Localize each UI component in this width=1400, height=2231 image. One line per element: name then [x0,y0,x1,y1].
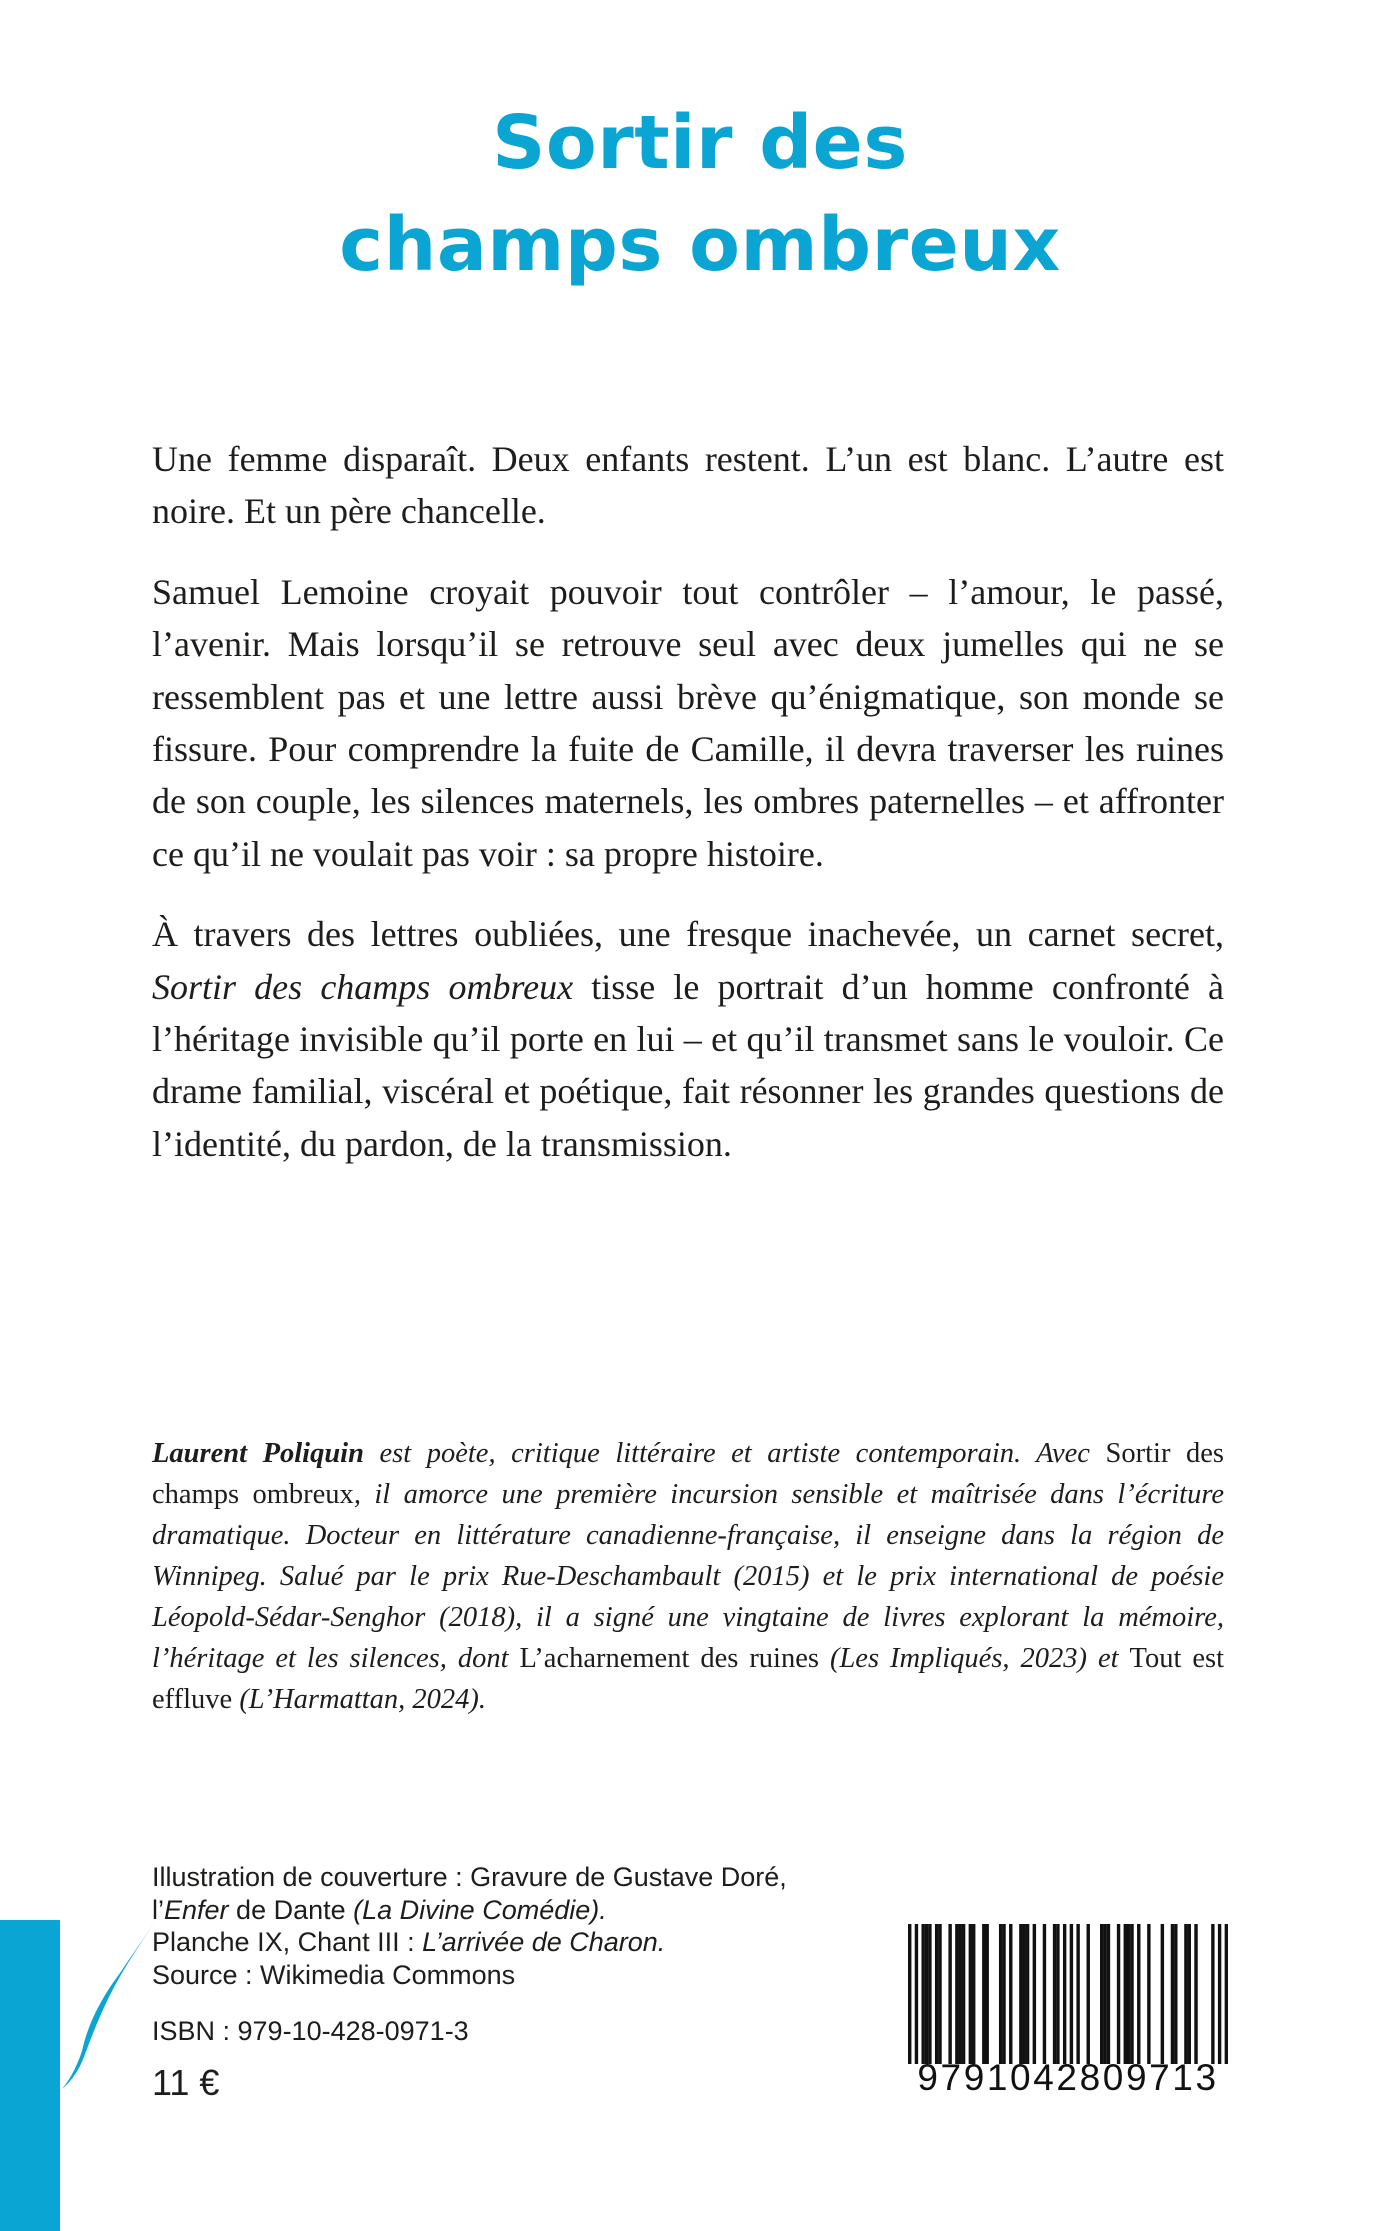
barcode-bar [972,1924,975,2064]
barcode-bar [925,1924,928,2064]
blurb-p3-text-b: tisse le portrait d’un homme confronté à l’héritage invisible qu’il porte en lui – et qu’il transmet sans le vouloir. Ce drame familial, viscéral et poétique, fait résonner les grandes questions de l’identité, du pardon, de la transmission. [152,966,1224,1164]
credits-line-2-a: l’ [152,1894,164,1925]
credits-line-3-a: Planche IX, Chant III : [152,1927,423,1957]
feather-icon [58,1911,168,2091]
bio-title-3: Tout est effluve [152,1643,1225,1715]
barcode-bar [1070,1924,1073,2064]
barcode-bar [1026,1924,1029,2064]
barcode-bar [1174,1924,1177,2064]
bio-title-2: L’acharnement des ruines [519,1643,819,1674]
barcode-bar [1056,1924,1059,2064]
barcode-bar [1171,1924,1174,2064]
barcode-bar [1043,1924,1046,2064]
credits-line-4: Source : Wikimedia Commons [152,1959,516,1990]
barcode-bar [1117,1924,1120,2064]
book-title-line-1: Sortir des [492,100,908,186]
barcode-bar [1019,1924,1022,2064]
author-name: Laurent Poliquin [152,1438,364,1469]
barcode-bar [1076,1924,1079,2064]
barcode-bar [915,1924,918,2064]
barcode-bar [1107,1924,1110,2064]
bio-title-1: Sortir des champs ombreux [152,1438,1224,1510]
barcode-bar [1053,1924,1056,2064]
barcode-bar [1124,1924,1127,2064]
barcode-bar [1100,1924,1103,2064]
author-bio-text [152,1433,1224,1720]
credits-line-2-c: de Dante [228,1894,354,1925]
barcode-bar [982,1924,985,2064]
barcode-bar [938,1924,941,2064]
bio-segment-4: (L’Harmattan, 2024). [232,1684,487,1715]
barcode-bar [935,1924,938,2064]
bio-segment-2: , il amorce une première incursion sensible et maîtrisée dans l’écriture dramatique. Docteur en littérature canadienne-française, il enseigne dans la région de Winnipeg. Salué par le prix Rue-Deschambault (2015) et le prix international de poésie Léopold-Sédar-Senghor (2018), il a signé une vingtaine de livres explorant la mémoire, l’héritage et les silences, dont [152,1479,1224,1674]
credits-line-1: Illustration de couverture : Gravure de Gustave Doré, [152,1862,787,1892]
barcode-bar [1188,1924,1191,2064]
bio-segment-3: (Les Impliqués, 2023) et [818,1643,1130,1674]
blurb-p3-book-title: Sortir des champs ombreux [152,966,574,1007]
barcode-icon [908,1924,1228,2064]
accent-side-bar [0,1920,60,2231]
barcode-bar [969,1924,972,2064]
book-title [0,92,1400,296]
barcode-bar [1009,1924,1012,2064]
barcode-bar [1063,1924,1066,2064]
barcode-bar [1130,1924,1133,2064]
barcode-bar [1023,1924,1026,2064]
illustration-credits [152,1861,912,1991]
credits-line-3 [152,1926,912,1959]
isbn: ISBN : 979-10-428-0971-3 [152,2016,469,2046]
barcode-bar [1218,1924,1221,2064]
barcode-bar [1002,1924,1005,2064]
barcode-bar [1184,1924,1187,2064]
barcode-bar [928,1924,931,2064]
price: 11 € [152,2062,220,2103]
credits-line-3-b: L’arrivée de Charon. [422,1927,666,1957]
barcode-bar [1147,1924,1150,2064]
blurb-paragraph-1: Une femme disparaît. Deux enfants restent. L’un est blanc. L’autre est noire. Et un père chancelle. [152,439,1224,532]
blurb-p3-text-a: À travers des lettres oubliées, une fresque inachevée, un carnet secret, [152,914,1224,955]
barcode-bar [1161,1924,1164,2064]
barcode-bar [955,1924,958,2064]
credits-line-2-b: Enfer [164,1894,229,1925]
barcode-bar [948,1924,951,2064]
barcode-bar [1211,1924,1214,2064]
barcode-bar [959,1924,962,2064]
credits-line-2-d: (La Divine Comédie). [353,1894,607,1925]
blurb [152,433,1224,1198]
barcode-bar [1087,1924,1090,2064]
barcode-bar [1225,1924,1228,2064]
barcode-digits: 9791042809713 [917,2057,1219,2098]
book-title-line-2: champs ombreux [339,202,1061,288]
barcode-bar [1137,1924,1140,2064]
barcode-bar [1033,1924,1036,2064]
barcode-bar [1127,1924,1130,2064]
barcode-bar [908,1924,911,2064]
blurb-paragraph-2: Samuel Lemoine croyait pouvoir tout contrôler – l’amour, le passé, l’avenir. Mais lorsqu’il se retrouve seul avec deux jumelles qui ne se ressemblent pas et une lettre aussi brève qu’énigmatique, son monde se fissure. Pour comprendre la fuite de Camille, il devra traverser les ruines de son couple, les silences maternels, les ombres paternelles – et affronter ce qu’il ne voulait pas voir : sa propre histoire. [152,571,1224,874]
barcode-bar [1103,1924,1106,2064]
bio-segment-1: est poète, critique littéraire et artiste contemporain. Avec [363,1438,1106,1469]
barcode-bar [999,1924,1002,2064]
barcode-bar [962,1924,965,2064]
barcode-bar [985,1924,988,2064]
blurb-paragraph-3 [152,908,1224,1170]
barcode-bar [921,1924,924,2064]
barcode-bar [1194,1924,1197,2064]
credits-line-2 [152,1894,912,1927]
author-bio [152,1433,1224,1720]
